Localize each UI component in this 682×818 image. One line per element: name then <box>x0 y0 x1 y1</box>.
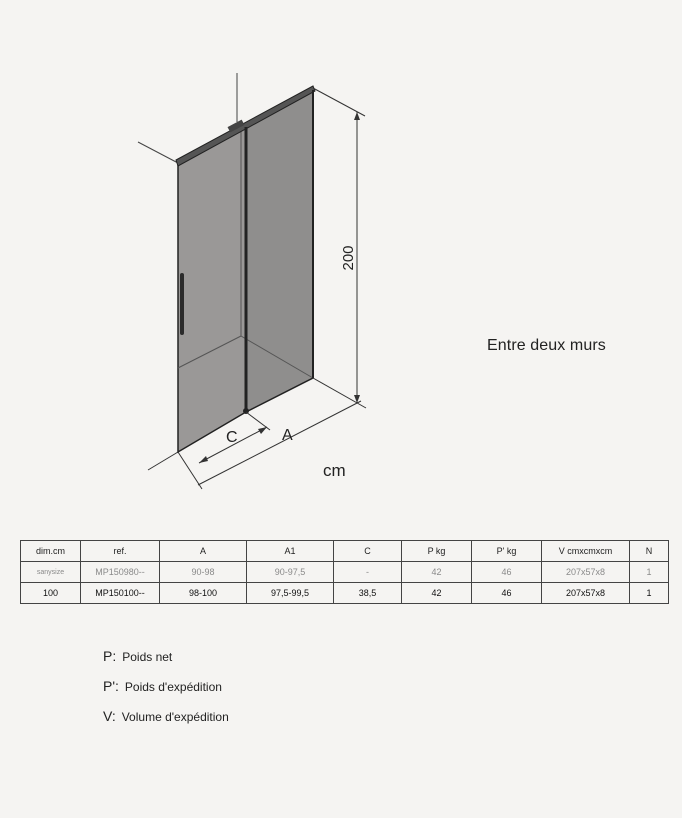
cell-c: 38,5 <box>334 583 402 604</box>
label-c: C <box>226 429 238 446</box>
header-dim: dim.cm <box>21 541 81 562</box>
header-p: P kg <box>402 541 472 562</box>
cell-dim: 100 <box>21 583 81 604</box>
table-header-row <box>21 541 669 562</box>
door-handle <box>180 273 184 335</box>
wall-line-left <box>138 142 178 163</box>
cell-ref: MP150100-- <box>81 583 160 604</box>
cell-volume: 207x57x8 <box>542 583 630 604</box>
header-n: N <box>630 541 669 562</box>
specifications-table <box>20 540 669 604</box>
height-value: 200 <box>340 245 357 271</box>
table-row <box>21 562 669 583</box>
label-a: A <box>282 427 293 444</box>
cell-p-prime: 46 <box>472 583 542 604</box>
sliding-glass-door <box>178 127 246 452</box>
legend-text: Volume d'expédition <box>121 710 229 724</box>
header-a: A <box>160 541 247 562</box>
cell-a: 98-100 <box>160 583 247 604</box>
cell-n: 1 <box>630 583 669 604</box>
cell-a1: 90-97,5 <box>247 562 334 583</box>
height-extension-bottom <box>313 378 366 408</box>
cell-p: 42 <box>402 562 472 583</box>
header-p-prime: P' kg <box>472 541 542 562</box>
cell-n: 1 <box>630 562 669 583</box>
installation-caption: Entre deux murs <box>487 337 606 354</box>
cell-a1: 97,5-99,5 <box>247 583 334 604</box>
cell-dim: sanysize <box>21 562 81 583</box>
legend-item <box>103 708 229 738</box>
legend-key: P: <box>103 648 117 664</box>
legend-item <box>103 648 229 678</box>
legend-text: Poids d'expédition <box>124 680 222 694</box>
legend-key: V: <box>103 708 116 724</box>
width-extension-left <box>148 452 178 470</box>
legend-key: P': <box>103 678 119 694</box>
arrow-c-right <box>258 427 267 434</box>
cell-c: - <box>334 562 402 583</box>
arrow-c-left <box>199 456 208 463</box>
legend-text: Poids net <box>122 650 173 664</box>
header-c: C <box>334 541 402 562</box>
cell-volume: 207x57x8 <box>542 562 630 583</box>
header-ref: ref. <box>81 541 160 562</box>
cell-a: 90-98 <box>160 562 247 583</box>
fixed-glass-panel <box>246 90 313 412</box>
cell-p-prime: 46 <box>472 562 542 583</box>
legend <box>103 648 229 738</box>
height-extension-top <box>313 88 365 116</box>
cell-p: 42 <box>402 583 472 604</box>
a-tick-left <box>178 452 202 489</box>
table-row <box>21 583 669 604</box>
cell-ref: MP150980-- <box>81 562 160 583</box>
unit-label: cm <box>323 461 346 480</box>
header-a1: A1 <box>247 541 334 562</box>
legend-item <box>103 678 229 708</box>
header-volume: V cmxcmxcm <box>542 541 630 562</box>
